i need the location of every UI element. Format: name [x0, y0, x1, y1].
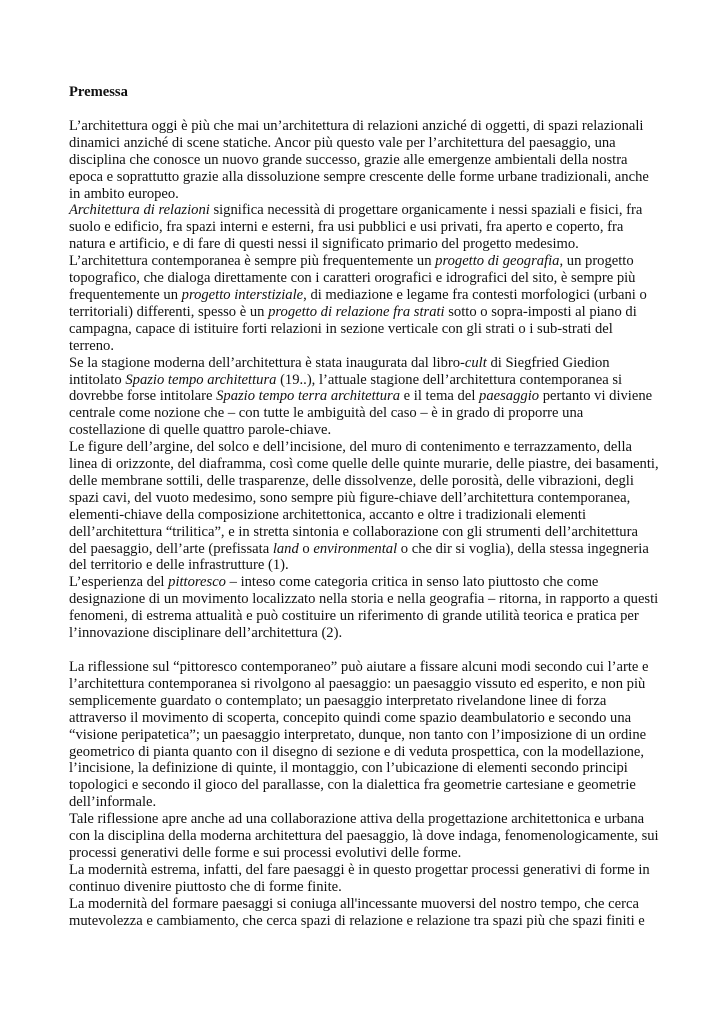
paragraph-10: La modernità del formare paesaggi si coniuga all'incessante muoversi del nostro tempo, che cerca mutevolezza e cambiamento, che cerca spazi di relazione e relazione tra spazi più che spazi finiti e	[69, 895, 645, 929]
italic-term: land	[272, 540, 299, 557]
document-body	[69, 84, 659, 930]
text-run: L’esperienza del	[69, 574, 169, 591]
italic-term: pittoresco	[168, 574, 226, 591]
text-run: o	[298, 540, 314, 557]
italic-term: paesaggio	[479, 388, 540, 405]
italic-term: cult	[464, 354, 487, 371]
italic-term: environmental	[313, 540, 398, 557]
text-run: – inteso come categoria critica in senso lato piuttosto che come designazione di un movimento localizzato nella storia e nella geografia – ritorna, in rapporto a questi fenomeni, di estrema attualità e può costituire un riferimento di grande utilità teorica e pratica per l’innovazione disciplinare dell’architettura (2).	[69, 574, 659, 642]
text-run: e il tema del	[400, 388, 480, 405]
section-title: Premessa	[69, 84, 128, 100]
paragraph-3	[69, 253, 659, 354]
paragraph-spacer	[69, 642, 659, 659]
italic-term: Spazio tempo architettura	[125, 371, 277, 388]
italic-term: progetto di geografia	[435, 253, 560, 270]
italic-term: progetto di relazione fra strati	[268, 303, 445, 320]
italic-term: Architettura di relazioni	[69, 202, 210, 219]
text-run: , di mediazione e legame fra contesti morfologici (urbani o territoriali) differenti, spesso è un	[69, 286, 647, 320]
paragraph-5	[69, 439, 659, 574]
italic-term: progetto interstiziale	[181, 286, 304, 303]
text-run: (19..), l’attuale stagione dell’architettura contemporanea si dovrebbe forse intitolare	[69, 371, 623, 405]
text-run: Se la stagione moderna dell’architettura è stata inaugurata dal libro-	[69, 354, 465, 371]
paragraph-2	[69, 202, 659, 253]
text-run: o che dir si voglia), della stessa ingegneria del territorio e delle infrastrutture (1).	[69, 540, 649, 574]
paragraph-6	[69, 574, 659, 642]
paragraph-4	[69, 355, 659, 440]
text-run: significa necessità di progettare organicamente i nessi spaziali e fisici, fra suolo e edificio, fra spazi interni e esterni, fra usi pubblici e usi privati, fra aperto e coperto, fra natura e artificio, e di fare di questi nessi il significato primario del progetto medesimo.	[69, 202, 643, 253]
text-run: di Siegfried Giedion intitolato	[69, 354, 610, 388]
italic-term: Spazio tempo terra architettura	[216, 388, 401, 405]
text-run: sotto o sopra-imposti al piano di campagna, capace di istituire forti relazioni in sezione verticale con gli strati o i sub-strati del terreno.	[69, 303, 637, 354]
text-run: L’architettura contemporanea è sempre più frequentemente un	[69, 253, 436, 270]
paragraph-8: Tale riflessione apre anche ad una collaborazione attiva della progettazione architettonica e urbana con la disciplina della moderna architettura del paesaggio, là dove indaga, fenomenologicamente, sui processi generativi delle forme e sui processi evolutivi delle forme.	[69, 811, 659, 861]
paragraph-1: L’architettura oggi è più che mai un’architettura di relazioni anziché di oggetti, di spazi relazionali dinamici anziché di scene statiche. Ancor più questo vale per l’architettura del paesaggio, una disciplina che conosce un nuovo grande successo, grazie alle emergenze ambientali della nostra epoca e soprattutto grazie alla dissoluzione sempre crescente delle forme urbane tradizionali, anche in ambito europeo.	[69, 117, 649, 202]
text-run: pertanto vi diviene centrale come nozione che – con tutte le ambiguità del caso – è in grado di proporre una costellazione di quelle quattro parole-chiave.	[69, 388, 653, 439]
paragraph-7: La riflessione sul “pittoresco contemporaneo” può aiutare a fissare alcuni modi secondo cui l’arte e l’architettura contemporanea si rivolgono al paesaggio: un paesaggio vissuto ed esperito, e non più semplicemente guardato o contemplato; un paesaggio interpretato rivelandone linee di forza attraverso il movimento di scoperta, concepito quindi come spazio deambulatorio e secondo una “visione peripatetica”; un paesaggio interpretato, dunque, non tanto con l’imposizione di un ordine geometrico di pianta quanto con il disegno di sezione e di veduta prospettica, con la modellazione, l’incisione, la definizione di quinte, il montaggio, con l’ubicazione di elementi secondo principi topologici e secondo il gioco del parallasse, con la dialettica fra geometrie cartesiane e geometrie dell’informale.	[69, 659, 649, 811]
paragraph-9: La modernità estrema, infatti, del fare paesaggi è in questo progettar processi generativi di forme in continuo divenire piuttosto che di forme finite.	[69, 861, 650, 895]
text-run: , un progetto topografico, che dialoga direttamente con i caratteri orografici e idrografici del sito, è sempre più frequentemente un	[69, 253, 636, 303]
text-run: Le figure dell’argine, del solco e dell’incisione, del muro di contenimento e terrazzamento, della linea di orizzonte, del diaframma, così come quelle delle quinte murarie, delle piastre, dei basamenti, delle membrane sottili, delle trasparenze, delle dissolvenze, delle porosità, delle vibrazioni, degli spazi cavi, del vuoto medesimo, sono sempre più figure-chiave dell’architettura contemporanea, elementi-chiave della composizione architettonica, accanto e oltre i tradizionali elementi dell’architettura “trilitica”, e in stretta sintonia e collaborazione con gli strumenti dell’architettura del paesaggio, dell’arte (prefissata	[69, 439, 659, 557]
